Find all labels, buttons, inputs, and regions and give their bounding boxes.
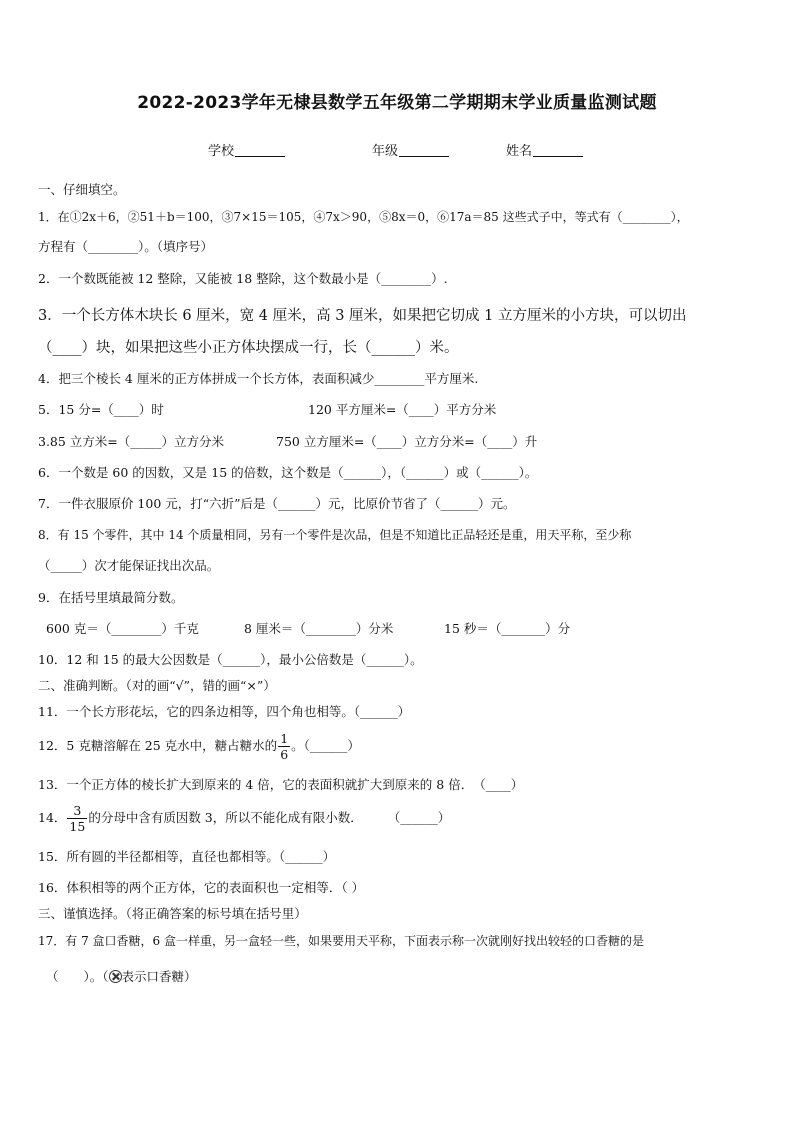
question-13: 13．一个正方体的棱长扩大到原来的 4 倍，它的表面积就扩大到原来的 8 倍． （____）: [38, 777, 524, 792]
section-heading-1: 一、仔细填空。: [38, 182, 126, 197]
question-1-line-2: 方程有（________）。（填序号）: [38, 239, 214, 254]
fraction-denominator: 15: [69, 819, 86, 834]
question-11: 11．一个长方形花坛，它的四条边相等，四个角也相等。（______）: [38, 704, 411, 719]
question-17-line-2: [46, 969, 197, 985]
gum-box-icon: [109, 970, 122, 983]
question-14-text: 的分母中含有质因数 3，所以不能化成有限小数． （______）: [88, 810, 451, 825]
fraction-numerator: 3: [67, 803, 87, 819]
question-10: 10．12 和 15 的最大公因数是（______），最小公倍数是（______）。: [38, 652, 423, 667]
grade-field: [372, 140, 449, 159]
question-5-part-a: 5．15 分=（____）时: [38, 402, 164, 417]
question-9-part-b: 8 厘米＝（________）分米: [244, 621, 394, 636]
fraction-one-sixth: [278, 731, 290, 762]
fraction-denominator: 6: [280, 747, 289, 762]
question-6: 6．一个数是 60 的因数，又是 15 的倍数，这个数是（______），（______）或（______）。: [38, 465, 538, 480]
question-3-line-2: （____）块，如果把这些小正方体块摆成一行，长（______）米。: [38, 340, 459, 356]
question-2: 2．一个数既能被 12 整除，又能被 18 整除，这个数最小是（________）.: [38, 271, 448, 286]
question-15: 15．所有圆的半径都相等，直径也都相等。（______）: [38, 849, 336, 864]
question-17-line-1: 17．有 7 盒口香糖，6 盒一样重，另一盒轻一些，如果要用天平称，下面表示称一次就刚好找出较轻的口香糖的是: [38, 934, 644, 948]
question-17-answer-paren: （ ）。（: [46, 969, 109, 984]
school-field: [208, 140, 285, 159]
question-5-part-c: 3.85 立方米=（_____）立方分米: [38, 434, 225, 449]
question-8-line-1: 8．有 15 个零件，其中 14 个质量相同，另有一个零件是次品，但是不知道比正品轻还是重，用天平称，至少称: [38, 528, 632, 542]
question-16: 16．体积相等的两个正方体，它的表面积也一定相等．（ ）: [38, 880, 365, 895]
question-12: [38, 731, 360, 762]
name-field: [506, 140, 583, 159]
question-3-line-1: 3．一个长方体木块长 6 厘米，宽 4 厘米，高 3 厘米，如果把它切成 1 立方厘米的小方块，可以切出: [38, 308, 687, 324]
question-5-part-d: 750 立方厘米=（____）立方分米=（____）升: [276, 434, 538, 449]
section-heading-2: 二、准确判断。（对的画“√”，错的画“×”）: [38, 678, 276, 693]
page-title: 2022-2023学年无棣县数学五年级第二学期期末学业质量监测试题: [137, 93, 657, 113]
question-9: 9．在括号里填最简分数。: [38, 590, 184, 605]
name-blank: [533, 143, 583, 157]
question-8-line-2: （_____）次才能保证找出次品。: [38, 558, 220, 573]
question-9-part-a: 600 克＝（________）千克: [46, 621, 199, 636]
fraction-numerator: 1: [280, 731, 289, 746]
grade-label: 年级: [372, 144, 399, 159]
question-14: [38, 803, 450, 834]
name-label: 姓名: [506, 144, 533, 159]
question-7: 7．一件衣服原价 100 元，打“六折”后是（______）元，比原价节省了（______）元。: [38, 496, 516, 511]
question-12-answer: 。（______）: [291, 738, 360, 753]
question-12-text: 12．5 克糖溶解在 25 克水中，糖占糖水的: [38, 738, 278, 753]
question-1-line-1: 1．在①2x＋6，②51＋b＝100，③7×15＝105，④7x＞90，⑤8x＝0，⑥17a＝85 这些式子中，等式有（________），: [38, 210, 689, 224]
section-heading-3: 三、谨慎选择。（将正确答案的标号填在括号里）: [38, 906, 307, 921]
question-5-part-b: 120 平方厘米=（____）平方分米: [308, 402, 497, 417]
question-4: 4．把三个棱长 4 厘米的正方体拼成一个长方体，表面积减少________平方厘米.: [38, 371, 479, 386]
question-9-part-c: 15 秒＝（_______）分: [444, 621, 571, 636]
fraction-three-fifteenths: [67, 803, 87, 834]
question-14-number: 14．: [38, 810, 67, 825]
school-blank: [235, 143, 285, 157]
grade-blank: [399, 143, 449, 157]
school-label: 学校: [208, 144, 235, 159]
question-17-legend-text: 表示口香糖）: [121, 969, 197, 984]
